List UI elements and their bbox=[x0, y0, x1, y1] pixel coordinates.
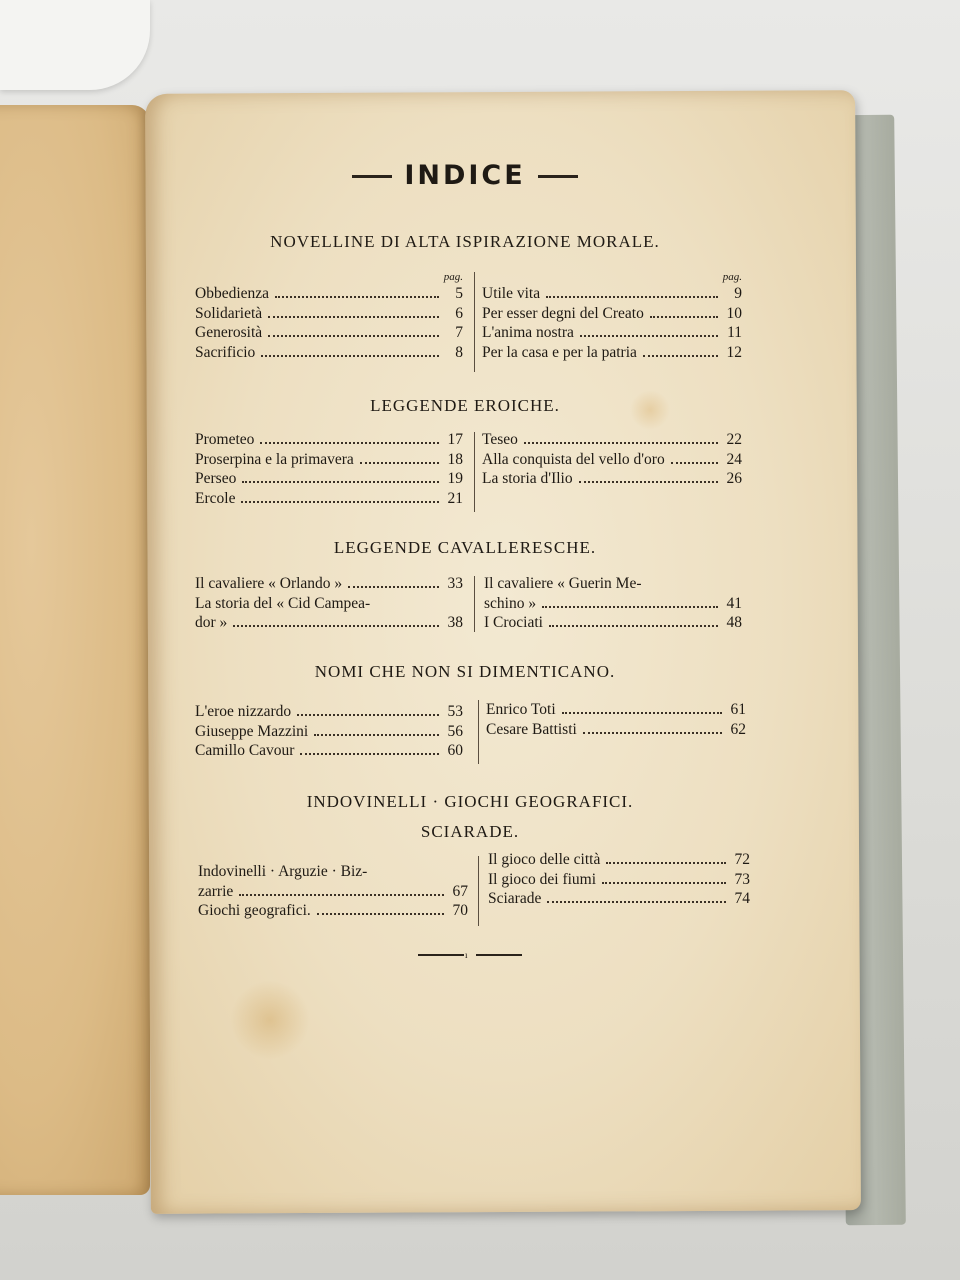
toc-entry[interactable] bbox=[195, 574, 463, 594]
entry-title: zarrie bbox=[198, 882, 234, 900]
column-divider bbox=[478, 700, 479, 764]
entry-page: 72 bbox=[734, 851, 750, 868]
section-subheading: SCIARADE. bbox=[420, 822, 520, 841]
entry-title: Il gioco delle città bbox=[488, 851, 601, 868]
entry-page: 33 bbox=[447, 575, 463, 592]
dot-leader bbox=[580, 335, 718, 337]
section-1-left-column bbox=[195, 270, 463, 362]
entry-title: Generosità bbox=[195, 324, 263, 341]
entry-page: 11 bbox=[727, 324, 742, 341]
toc-entry[interactable] bbox=[482, 304, 742, 324]
entry-title: Il gioco dei fiumi bbox=[488, 870, 597, 888]
pag-label: pag. bbox=[722, 271, 742, 283]
ornament-rule bbox=[476, 954, 522, 956]
dot-leader bbox=[275, 296, 439, 298]
dot-leader bbox=[233, 625, 439, 627]
toc-entry[interactable] bbox=[195, 722, 463, 742]
entry-page: 48 bbox=[726, 614, 742, 631]
title-text: INDICE bbox=[404, 160, 526, 191]
section-3-left-column bbox=[195, 574, 463, 633]
toc-entry[interactable] bbox=[195, 469, 463, 489]
entry-page: 41 bbox=[726, 594, 742, 612]
section-2-right-column bbox=[482, 430, 742, 489]
entry-page: 26 bbox=[726, 470, 742, 487]
column-divider bbox=[478, 856, 479, 926]
column-divider bbox=[474, 576, 475, 632]
entry-title: schino » bbox=[484, 594, 537, 612]
entry-title: Prometeo bbox=[195, 431, 255, 448]
toc-entry[interactable] bbox=[488, 889, 750, 909]
entry-page: 74 bbox=[734, 890, 750, 907]
toc-entry[interactable] bbox=[482, 450, 742, 470]
entry-page: 53 bbox=[447, 703, 463, 720]
dot-leader bbox=[268, 316, 439, 318]
toc-entry[interactable] bbox=[198, 862, 468, 882]
entry-page: 56 bbox=[447, 722, 463, 740]
toc-entry[interactable] bbox=[486, 700, 746, 720]
section-5-left-column bbox=[198, 862, 468, 921]
toc-entry[interactable] bbox=[488, 850, 750, 870]
ornament-mark: ı bbox=[465, 950, 468, 960]
page-title bbox=[340, 160, 590, 191]
toc-entry[interactable] bbox=[195, 343, 463, 363]
section-2-left-column bbox=[195, 430, 463, 508]
dot-leader bbox=[241, 501, 439, 503]
entry-title: Sciarade bbox=[488, 890, 542, 907]
section-5-right-column bbox=[488, 850, 750, 909]
entry-page: 6 bbox=[455, 304, 463, 322]
dot-leader bbox=[524, 442, 718, 444]
toc-entry[interactable] bbox=[195, 450, 463, 470]
entry-title: L'eroe nizzardo bbox=[195, 703, 292, 720]
ornament-rule bbox=[418, 954, 464, 956]
section-heading: NOMI CHE NON SI DIMENTICANO. bbox=[314, 662, 616, 681]
dot-leader bbox=[300, 753, 439, 755]
title-dash bbox=[352, 175, 392, 178]
dot-leader bbox=[643, 355, 718, 357]
pag-label: pag. bbox=[443, 271, 463, 283]
dot-leader bbox=[562, 712, 722, 714]
toc-entry[interactable] bbox=[195, 430, 463, 450]
entry-title: Alla conquista del vello d'oro bbox=[482, 450, 665, 468]
column-divider bbox=[474, 432, 475, 512]
entry-page: 10 bbox=[726, 304, 742, 322]
entry-title: Sacrificio bbox=[195, 343, 256, 361]
toc-entry[interactable] bbox=[195, 323, 463, 343]
title-dash bbox=[538, 175, 578, 178]
entry-title: Obbedienza bbox=[195, 285, 270, 302]
dot-leader bbox=[602, 882, 726, 884]
entry-title: I Crociati bbox=[484, 614, 543, 631]
toc-entry[interactable] bbox=[486, 720, 746, 740]
dot-leader bbox=[297, 714, 439, 716]
entry-page: 61 bbox=[730, 701, 746, 718]
toc-entry[interactable] bbox=[482, 469, 742, 489]
toc-entry[interactable] bbox=[195, 284, 463, 304]
section-heading: NOVELLINE DI ALTA ISPIRAZIONE MORALE. bbox=[270, 232, 660, 251]
toc-entry[interactable] bbox=[195, 702, 463, 722]
entry-title: Camillo Cavour bbox=[195, 742, 295, 759]
dot-leader bbox=[671, 462, 718, 464]
dot-leader bbox=[314, 734, 439, 736]
entry-title: Il cavaliere « Orlando » bbox=[195, 575, 343, 592]
entry-page: 9 bbox=[734, 285, 742, 302]
dot-leader bbox=[260, 442, 439, 444]
section-3-right-column bbox=[484, 574, 742, 633]
toc-entry[interactable] bbox=[198, 882, 468, 902]
toc-entry[interactable] bbox=[484, 613, 742, 633]
section-1-right-column bbox=[482, 270, 742, 362]
entry-page: 17 bbox=[447, 431, 463, 448]
entry-title: Per la casa e per la patria bbox=[482, 343, 637, 361]
toc-entry[interactable] bbox=[195, 594, 463, 614]
entry-title: Cesare Battisti bbox=[486, 720, 577, 738]
entry-title: Proserpina e la primavera bbox=[195, 450, 354, 468]
entry-page: 12 bbox=[726, 343, 742, 361]
entry-title: Utile vita bbox=[482, 285, 541, 302]
toc-entry[interactable] bbox=[482, 284, 742, 304]
toc-entry[interactable] bbox=[484, 574, 742, 594]
section-heading: LEGGENDE EROICHE. bbox=[370, 396, 560, 415]
entry-page: 18 bbox=[447, 450, 463, 468]
toc-entry[interactable] bbox=[195, 304, 463, 324]
entry-title: Per esser degni del Creato bbox=[482, 304, 644, 322]
dot-leader bbox=[549, 625, 718, 627]
toc-entry[interactable] bbox=[195, 489, 463, 509]
toc-entry[interactable] bbox=[195, 613, 463, 633]
entry-title: La storia del « Cid Campea- bbox=[195, 594, 371, 612]
entry-page: 21 bbox=[447, 489, 463, 507]
entry-title: La storia d'Ilio bbox=[482, 470, 573, 487]
entry-page: 70 bbox=[452, 902, 468, 919]
entry-page: 60 bbox=[447, 742, 463, 759]
end-ornament bbox=[418, 950, 522, 960]
dot-leader bbox=[579, 481, 718, 483]
entry-title: Ercole bbox=[195, 489, 236, 507]
dot-leader bbox=[317, 913, 444, 915]
dot-leader bbox=[268, 335, 439, 337]
section-heading: LEGGENDE CAVALLERESCHE. bbox=[333, 538, 597, 557]
section-heading: INDOVINELLI · GIOCHI GEOGRAFICI. bbox=[306, 792, 634, 811]
entry-page: 7 bbox=[455, 324, 463, 341]
dot-leader bbox=[261, 355, 439, 357]
section-4-right-column bbox=[486, 700, 746, 739]
toc-entry[interactable] bbox=[482, 343, 742, 363]
entry-title: dor » bbox=[195, 614, 228, 631]
entry-page: 73 bbox=[734, 870, 750, 888]
dot-leader bbox=[547, 901, 726, 903]
entry-page: 62 bbox=[730, 720, 746, 738]
column-divider bbox=[474, 272, 475, 372]
entry-page: 38 bbox=[447, 614, 463, 631]
entry-title: Giochi geografici. bbox=[198, 902, 311, 919]
toc-entry[interactable] bbox=[482, 323, 742, 343]
entry-title: Solidarietà bbox=[195, 304, 263, 322]
dot-leader bbox=[606, 862, 726, 864]
entry-title: Il cavaliere « Guerin Me- bbox=[484, 575, 642, 592]
toc-entry[interactable] bbox=[482, 430, 742, 450]
dot-leader bbox=[348, 586, 439, 588]
entry-title: L'anima nostra bbox=[482, 324, 574, 341]
toc-entry[interactable] bbox=[488, 870, 750, 890]
dot-leader bbox=[360, 462, 439, 464]
dot-leader bbox=[242, 481, 439, 483]
entry-title: Giuseppe Mazzini bbox=[195, 722, 309, 740]
toc-entry[interactable] bbox=[195, 741, 463, 761]
toc-entry[interactable] bbox=[484, 594, 742, 614]
entry-page: 5 bbox=[455, 285, 463, 302]
section-4-left-column bbox=[195, 702, 463, 761]
entry-page: 19 bbox=[447, 470, 463, 487]
entry-title: Perseo bbox=[195, 470, 237, 487]
dot-leader bbox=[546, 296, 718, 298]
entry-page: 8 bbox=[455, 343, 463, 361]
entry-title: Teseo bbox=[482, 431, 518, 448]
toc-entry[interactable] bbox=[198, 901, 468, 921]
entry-page: 24 bbox=[726, 450, 742, 468]
dot-leader bbox=[542, 606, 718, 608]
entry-title: Indovinelli · Arguzie · Biz- bbox=[198, 863, 368, 880]
entry-page: 22 bbox=[726, 431, 742, 448]
dot-leader bbox=[583, 732, 722, 734]
entry-page: 67 bbox=[452, 882, 468, 900]
entry-title: Enrico Toti bbox=[486, 701, 556, 718]
dot-leader bbox=[239, 894, 444, 896]
dot-leader bbox=[650, 316, 718, 318]
